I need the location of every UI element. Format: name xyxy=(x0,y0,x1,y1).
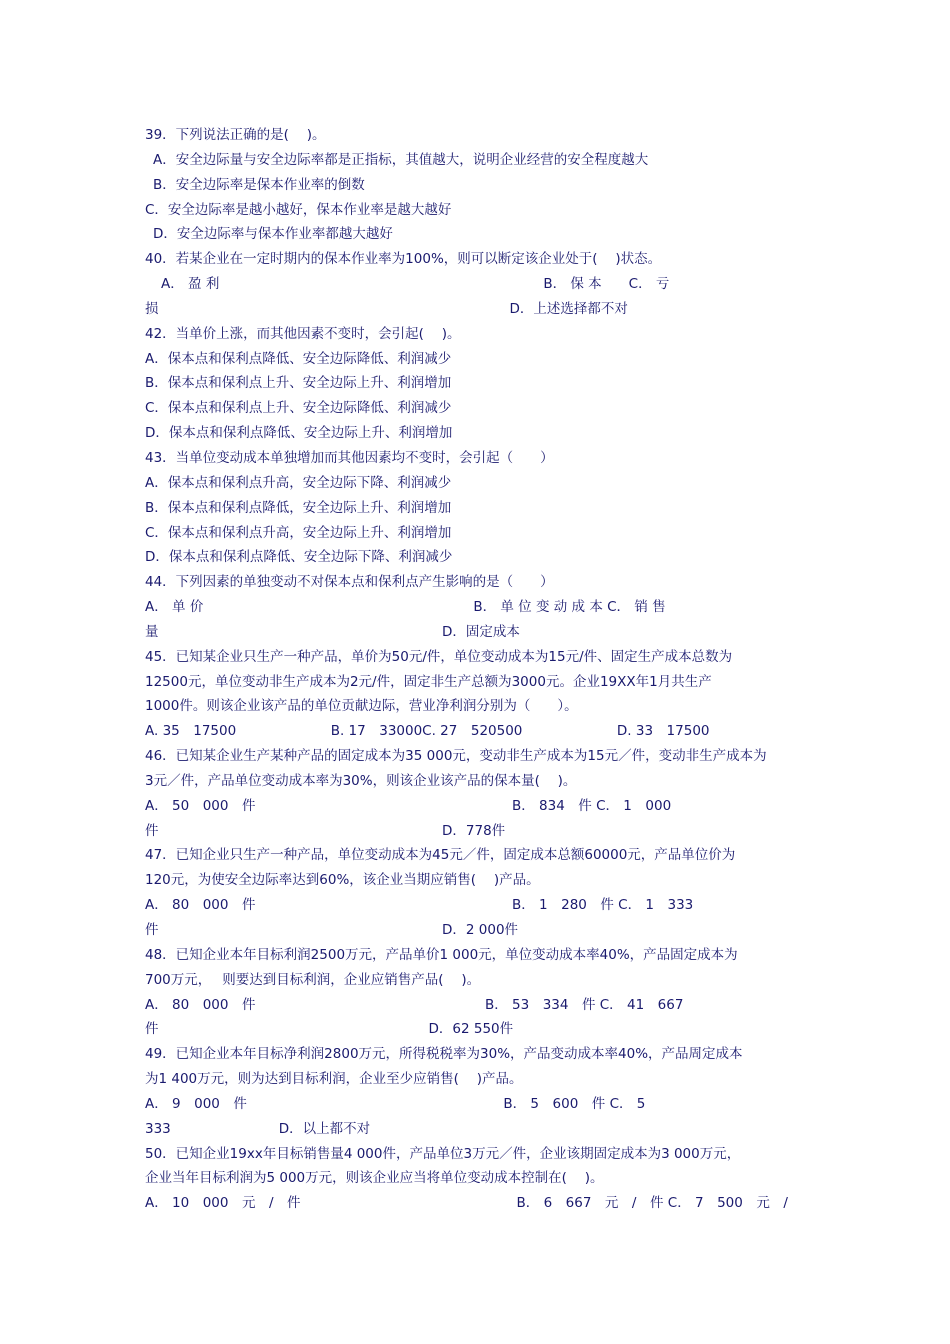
question-48-cont: 700万元， 则要达到目标利润，企业应销售产品( )。 xyxy=(145,971,481,988)
options-line: 件 D．62 550件 xyxy=(145,1021,514,1038)
question-43: 43．当单位变动成本单独增加而其他因素均不变时，会引起（ ） xyxy=(145,449,554,466)
option-d: D．安全边际率与保本作业率都越大越好 xyxy=(153,226,393,243)
options-line: A． 80 000 件 B． 53 334 件 C． 41 667 xyxy=(145,996,684,1013)
question-45-cont: 12500元，单位变动非生产成本为2元/件，固定非生产总额为3000元。企业19XX年1月共生产 xyxy=(145,673,712,690)
option-a: A．保本点和保利点降低、安全边际降低、利润减少 xyxy=(145,350,452,367)
option-c: C．保本点和保利点上升、安全边际降低、利润减少 xyxy=(145,400,452,417)
question-46-cont: 3元／件，产品单位变动成本率为30%，则该企业该产品的保本量( )。 xyxy=(145,772,577,789)
option-c: C．安全边际率是越小越好，保本作业率是越大越好 xyxy=(145,201,452,218)
question-45-cont: 1000件。则该企业该产品的单位贡献边际，营业净利润分别为（ ）。 xyxy=(145,698,578,715)
options-line: A． 10 000 元 / 件 B． 6 667 元 / 件 C． 7 500 元 / xyxy=(145,1195,788,1212)
option-d: D．保本点和保利点降低、安全边际下降、利润减少 xyxy=(145,549,453,566)
question-48: 48．已知企业本年目标利润2500万元，产品单价1 000元，单位变动成本率40%，产品固定成本为 xyxy=(145,946,738,963)
question-49-cont: 为1 400万元，则为达到目标利润，企业至少应销售( )产品。 xyxy=(145,1071,523,1088)
question-40: 40．若某企业在一定时期内的保本作业率为100%，则可以断定该企业处于( )状态。 xyxy=(145,251,662,268)
option-c: C．保本点和保利点升高，安全边际上升、利润增加 xyxy=(145,524,452,541)
options-line: A． 50 000 件 B． 834 件 C． 1 000 xyxy=(145,797,672,814)
question-39: 39．下列说法正确的是( )。 xyxy=(145,127,326,143)
options-line: A． 单 价 B． 单 位 变 动 成 本 C． 销 售 xyxy=(145,599,666,616)
question-45: 45．已知某企业只生产一种产品，单价为50元/件，单位变动成本为15元/件、固定生产成本总数为 xyxy=(145,648,733,665)
question-50-cont: 企业当年目标利润为5 000万元，则该企业应当将单位变动成本控制在( )。 xyxy=(145,1170,604,1187)
document-page xyxy=(145,123,807,1216)
options-line: 量 D．固定成本 xyxy=(145,623,520,640)
options-line: 333 D．以上都不对 xyxy=(145,1120,371,1137)
option-b: B．安全边际率是保本作业率的倒数 xyxy=(153,176,365,193)
question-46: 46．已知某企业生产某种产品的固定成本为35 000元，变动非生产成本为15元／件，变动非生产成本为 xyxy=(145,748,767,765)
options-line: A． 80 000 件 B． 1 280 件 C． 1 333 xyxy=(145,897,694,914)
question-49: 49．已知企业本年目标净利润2800万元，所得税税率为30%，产品变动成本率40%，产品周定成本 xyxy=(145,1046,743,1063)
options-line: A. 35 17500 B. 17 33000C. 27 520500 D. 33 17500 xyxy=(145,723,710,740)
options-line: 损 D．上述选择都不对 xyxy=(145,300,628,317)
question-42: 42．当单价上涨，而其他因素不变时，会引起( )。 xyxy=(145,325,461,342)
question-50: 50．已知企业19xx年目标销售量4 000件，产品单位3万元／件，企业该期固定成本为3 000万元， xyxy=(145,1145,741,1162)
option-d: D．保本点和保利点降低、安全边际上升、利润增加 xyxy=(145,425,453,442)
option-b: B．保本点和保利点降低，安全边际上升、利润增加 xyxy=(145,499,452,516)
question-47: 47．已知企业只生产一种产品，单位变动成本为45元／件，固定成本总额60000元，产品单位价为 xyxy=(145,847,736,864)
options-line: A． 盈 利 B． 保 本 C． 亏 xyxy=(161,276,670,293)
question-44: 44．下列因素的单独变动不对保本点和保利点产生影响的是（ ） xyxy=(145,574,554,591)
options-line: 件 D．2 000件 xyxy=(145,922,519,938)
options-line: 件 D．778件 xyxy=(145,822,506,839)
options-line: A． 9 000 件 B． 5 600 件 C． 5 xyxy=(145,1095,646,1112)
question-47-cont: 120元，为使安全边际率达到60%，该企业当期应销售( )产品。 xyxy=(145,872,540,889)
option-a: A．保本点和保利点升高，安全边际下降、利润减少 xyxy=(145,474,452,491)
option-b: B．保本点和保利点上升、安全边际上升、利润增加 xyxy=(145,375,452,392)
option-a: A．安全边际量与安全边际率都是正指标，其值越大，说明企业经营的安全程度越大 xyxy=(153,151,649,168)
